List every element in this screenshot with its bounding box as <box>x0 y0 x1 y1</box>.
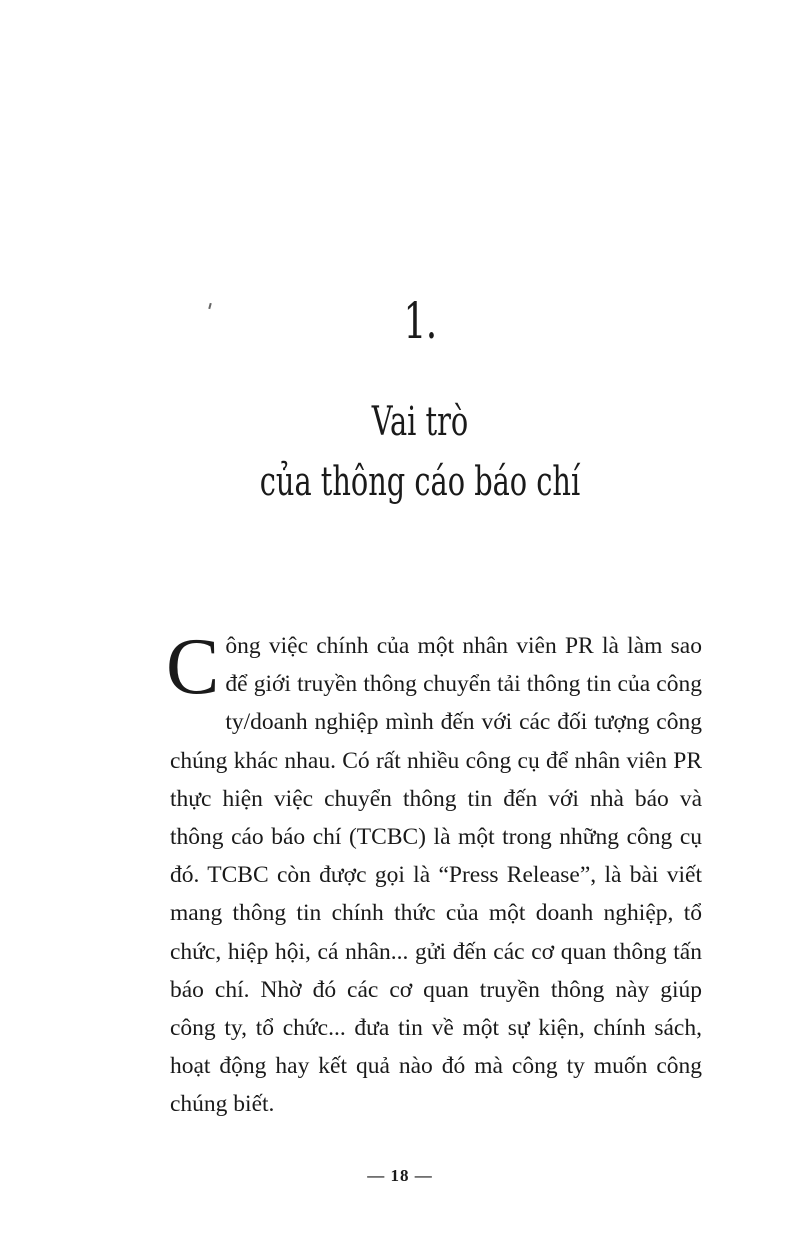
body-paragraph <box>166 623 702 1124</box>
drop-cap: C <box>166 623 220 711</box>
page-number: — 18 — <box>367 1166 433 1185</box>
chapter-title-line-1: Vai trò <box>371 399 469 445</box>
chapter-title <box>118 392 723 512</box>
chapter-title-line-2: của thông cáo báo chí <box>259 459 581 505</box>
chapter-number: 1. <box>403 292 437 350</box>
body-paragraph-text: ông việc chính của một nhân viên PR là làm sao để giới truyền thông chuyển tải thông tin của công ty/doanh nghiệp mình đến với các đối tượng công chúng khác nhau. Có rất nhiều công cụ để nhân viên PR thực hiện việc chuyển thông tin đến với nhà báo và thông cáo báo chí (TCBC) là một trong những công cụ đó. TCBC còn được gọi là “Press Release”, là bài viết mang thông tin chính thức của một doanh nghiệp, tổ chức, hiệp hội, cá nhân... gửi đến các cơ quan thông tấn báo chí. Nhờ đó các cơ quan truyền thông này giúp công ty, tổ chức... đưa tin về một sự kiện, chính sách, hoạt động hay kết quả nào đó mà công ty muốn công chúng biết. <box>170 633 702 1118</box>
